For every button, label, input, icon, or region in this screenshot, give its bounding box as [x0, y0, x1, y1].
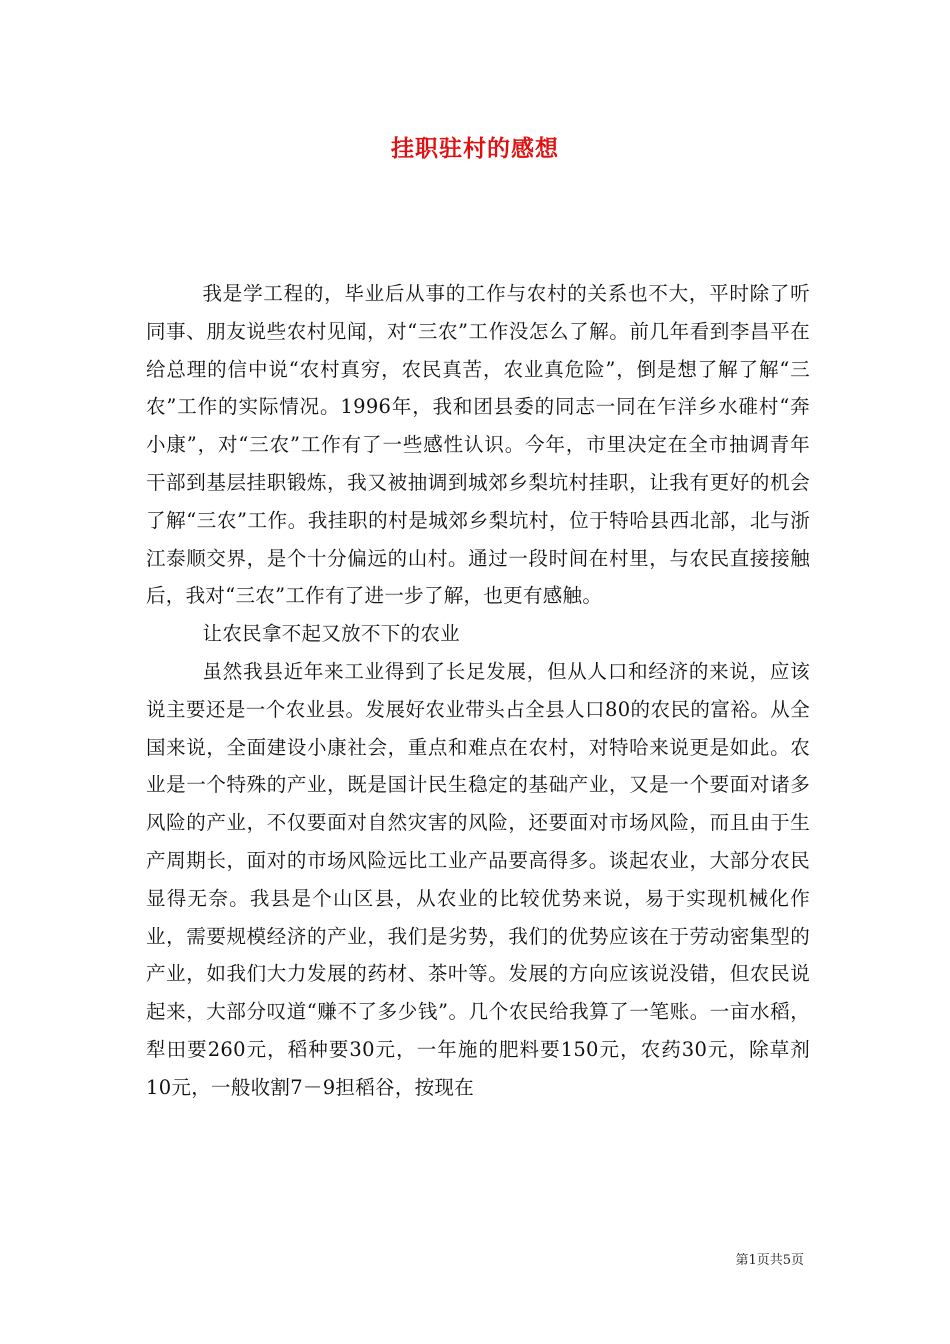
paragraph-agriculture: 虽然我县近年来工业得到了长足发展，但从人口和经济的来说，应该说主要还是一个农业县。发展好农业带头占全县人口80的农民的富裕。从全国来说，全面建设小康社会，重点和难点在农村，对特哈来说更是如此。农业是一个特殊的产业，既是国计民生稳定的基础产业，又是一个要面对诸多风险的产业，不仅要面对自然灾害的风险，还要面对市场风险，而且由于生产周期长，面对的市场风险远比工业产品要高得多。谈起农业，大部分农民显得无奈。我县是个山区县，从农业的比较优势来说，易于实现机械化作业，需要规模经济的产业，我们是劣势，我们的优势应该在于劳动密集型的产业，如我们大力发展的药材、茶叶等。发展的方向应该说没错，但农民说起来，大部分叹道“赚不了多少钱”。几个农民给我算了一笔账。一亩水稻，犁田要260元，稻种要30元，一年施的肥料要150元，农药30元，除草剂10元，一般收割7－9担稻谷，按现在: [146, 659, 810, 1099]
section-heading: 让农民拿不起又放不下的农业: [202, 622, 460, 646]
page-number: 第1页共5页: [735, 1253, 804, 1268]
paragraph-intro: 我是学工程的，毕业后从事的工作与农村的关系也不大，平时除了听同事、朋友说些农村见闻，对“三农”工作没怎么了解。前几年看到李昌平在给总理的信中说“农村真穷，农民真苦，农业真危险”，倒是想了解了解“三农”工作的实际情况。1996年，我和团县委的同志一同在乍洋乡水碓村“奔小康”，对“三农”工作有了一些感性认识。今年，市里决定在全市抽调青年干部到基层挂职锻炼，我又被抽调到城郊乡梨坑村挂职，让我有更好的机会了解“三农”工作。我挂职的村是城郊乡梨坑村，位于特哈县西北部，北与浙江泰顺交界，是个十分偏远的山村。通过一段时间在村里，与农民直接接触后，我对“三农”工作有了进一步了解，也更有感触。: [146, 282, 810, 608]
document-body: [146, 275, 810, 1107]
document-title: 挂职驻村的感想: [391, 135, 559, 162]
